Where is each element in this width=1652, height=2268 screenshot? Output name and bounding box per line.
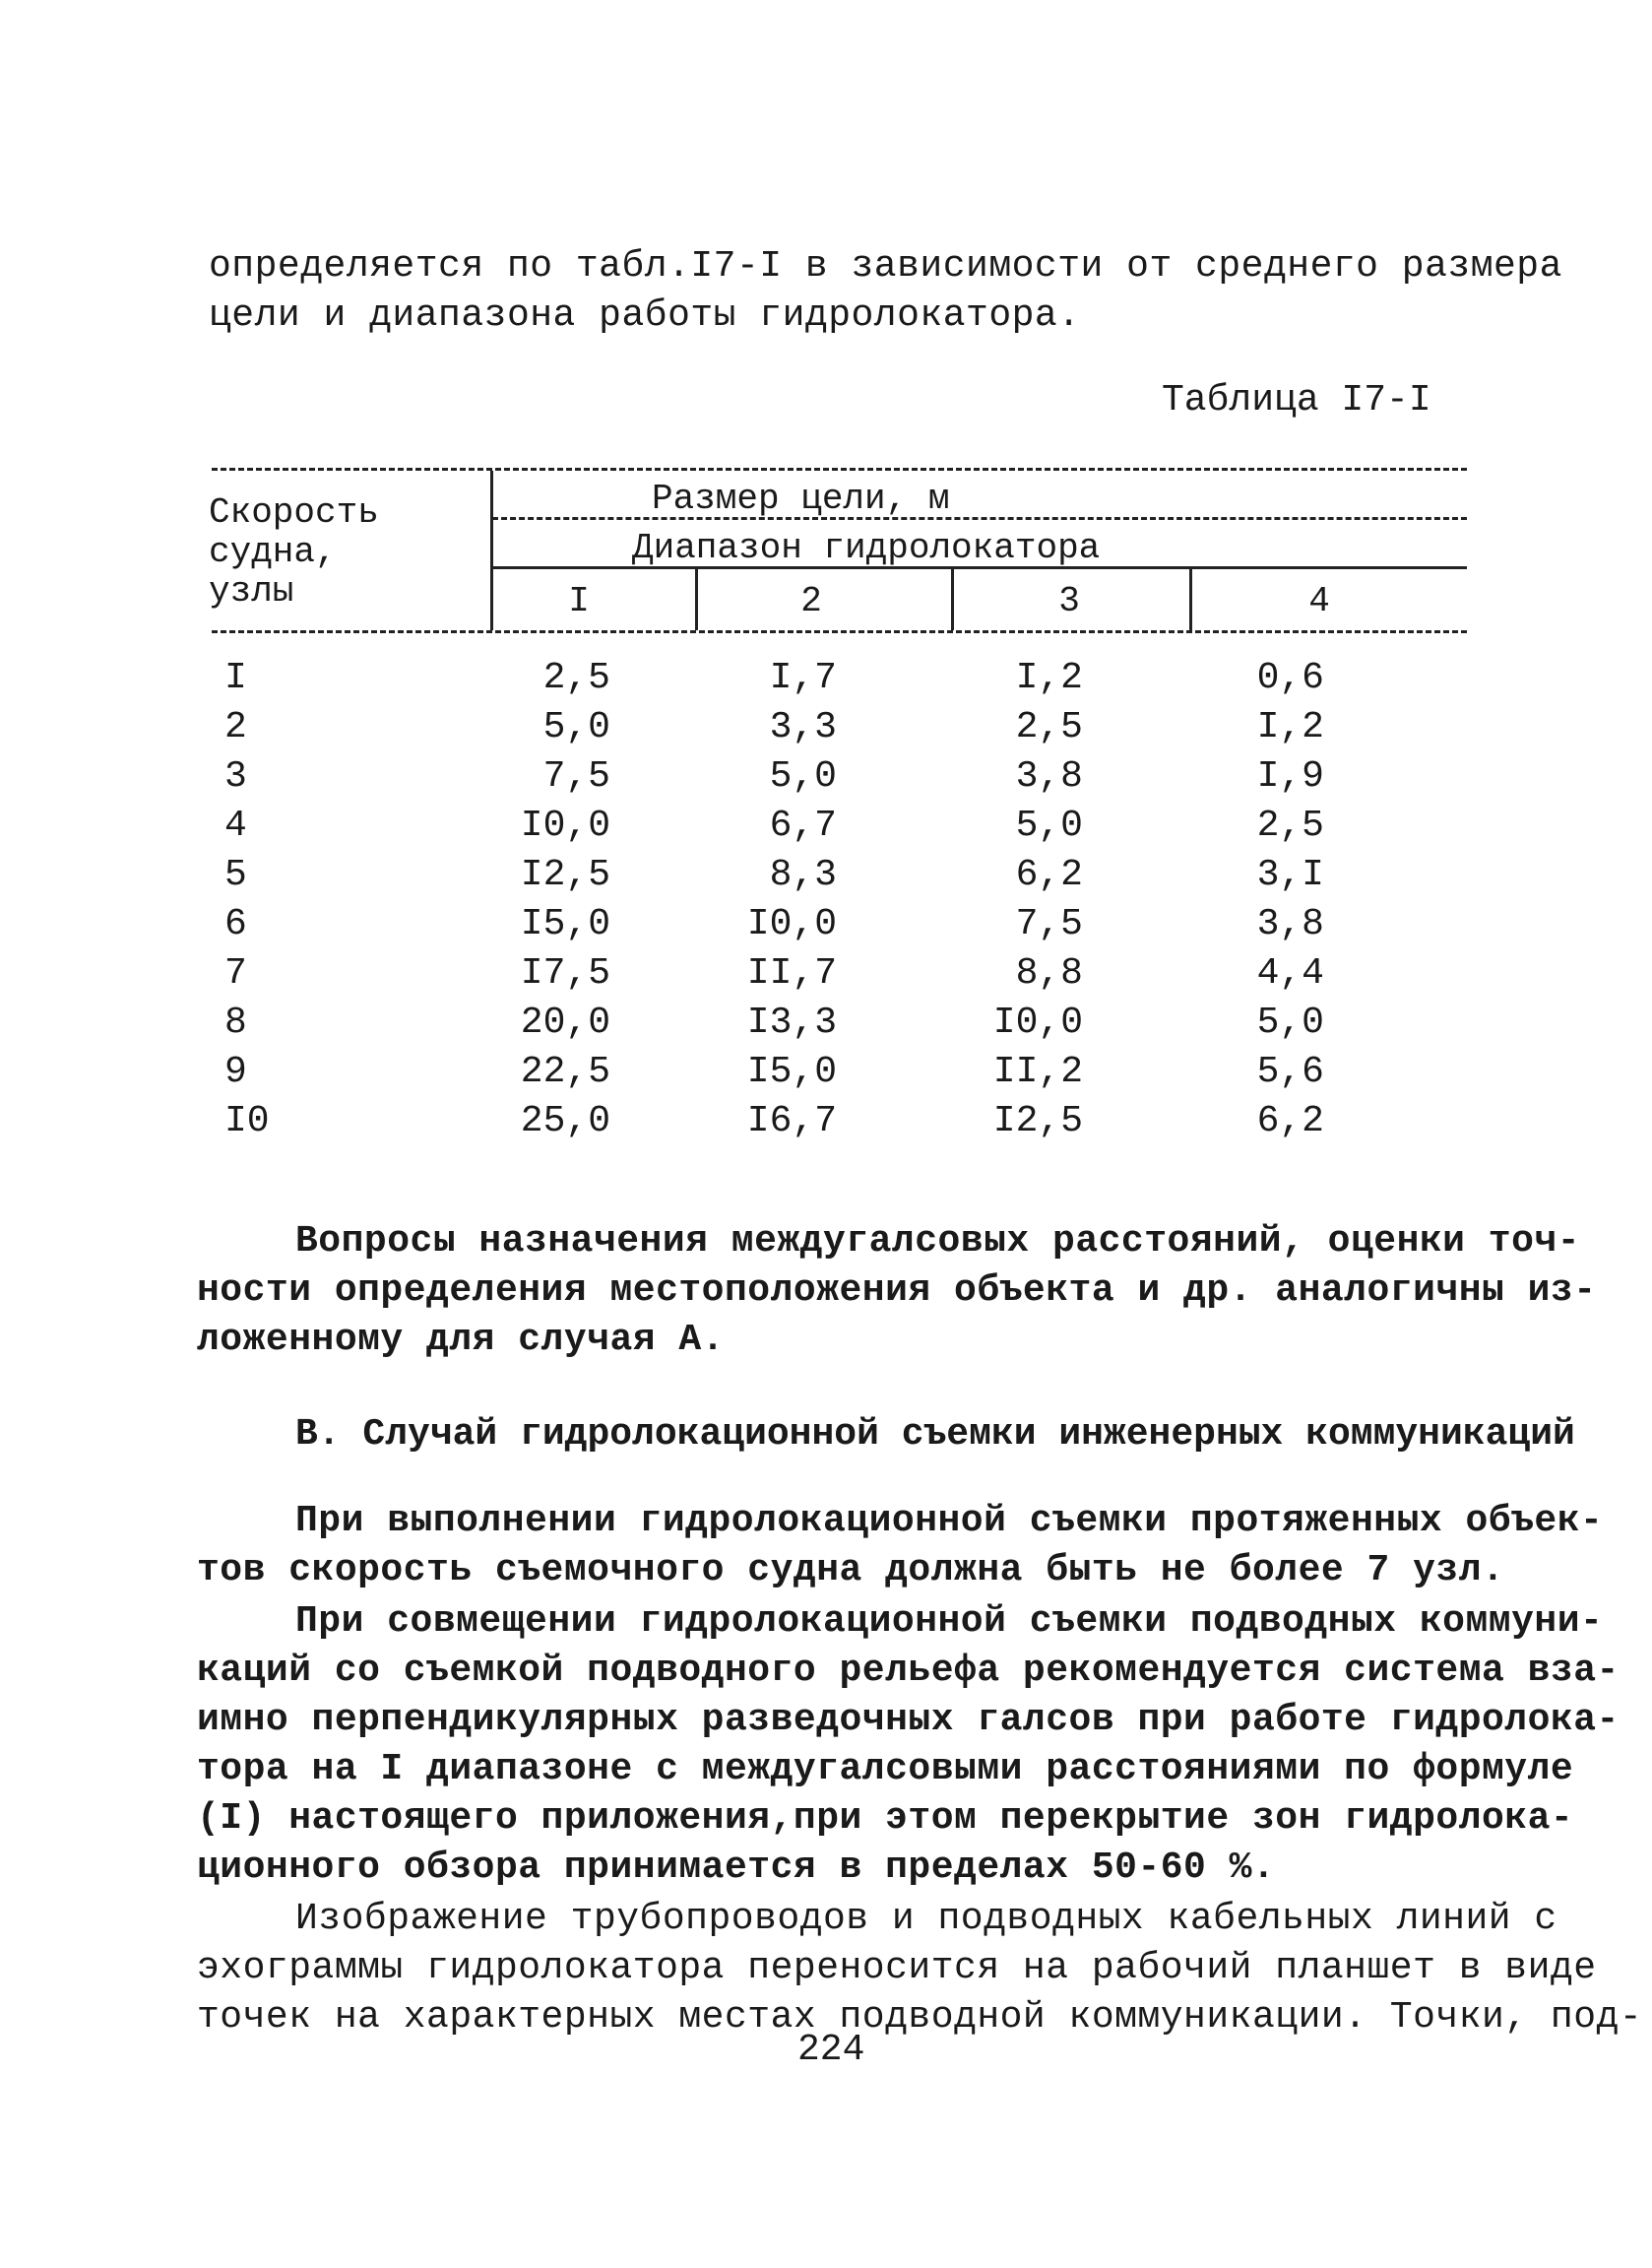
- para-a-line-3: ложенному для случая А.: [197, 1319, 725, 1361]
- value-cell: I5,0: [746, 1051, 837, 1093]
- para-d-line-3: точек на характерных местах подводной коммуникации. Точки, под-: [197, 1996, 1643, 2039]
- column-divider-2: [951, 566, 954, 630]
- row-header-line-1: Скорость: [209, 492, 379, 533]
- value-cell: 3,8: [1256, 903, 1324, 945]
- value-cell: 5,6: [1256, 1051, 1324, 1093]
- page-number: 224: [797, 2029, 865, 2071]
- para-c-line-4: тора на I диапазоне с междугалсовыми расстояниями по формуле: [197, 1748, 1574, 1790]
- para-c-line-3: имно перпендикулярных разведочных галсов при работе гидролока-: [197, 1699, 1620, 1741]
- value-cell: I,7: [769, 657, 837, 699]
- value-cell: 8,3: [769, 854, 837, 896]
- group-header-rule: [492, 517, 1467, 520]
- sub-header: Диапазон гидролокатора: [632, 528, 1101, 568]
- speed-cell: I0: [224, 1100, 270, 1142]
- para-c-line-2: каций со съемкой подводного рельефа рекомендуется система вза-: [197, 1650, 1620, 1692]
- value-cell: I6,7: [746, 1100, 837, 1142]
- table-title: Таблица I7-I: [1162, 379, 1431, 421]
- para-c-line-6: ционного обзора принимается в пределах 50-60 %.: [197, 1847, 1276, 1889]
- speed-cell: 7: [224, 952, 247, 995]
- value-cell: 6,2: [1256, 1100, 1324, 1142]
- column-header-2: 2: [800, 581, 822, 621]
- value-cell: 7,5: [1015, 903, 1083, 945]
- speed-cell: 9: [224, 1051, 247, 1093]
- value-cell: 7,5: [542, 755, 610, 798]
- column-header-3: 3: [1058, 581, 1080, 621]
- para-c-line-5: (I) настоящего приложения,при этом перекрытие зон гидролока-: [197, 1797, 1574, 1840]
- speed-cell: 5: [224, 854, 247, 896]
- para-c-line-1: При совмещении гидролокационной съемки подводных коммуни-: [295, 1600, 1604, 1643]
- value-cell: I,9: [1256, 755, 1324, 798]
- intro-line-1: определяется по табл.I7-I в зависимости от среднего размера: [209, 245, 1562, 288]
- value-cell: II,2: [992, 1051, 1083, 1093]
- value-cell: I0,0: [520, 805, 610, 847]
- value-cell: II,7: [746, 952, 837, 995]
- intro-line-2: цели и диапазона работы гидролокатора.: [209, 294, 1081, 337]
- column-header-4: 4: [1308, 581, 1330, 621]
- para-b-line-2: тов скорость съемочного судна должна быть не более 7 узл.: [197, 1549, 1505, 1591]
- value-cell: 3,3: [769, 706, 837, 748]
- speed-cell: I: [224, 657, 247, 699]
- value-cell: I2,5: [992, 1100, 1083, 1142]
- value-cell: 22,5: [520, 1051, 610, 1093]
- para-b-line-1: При выполнении гидролокационной съемки протяженных объек-: [295, 1500, 1604, 1542]
- group-header: Размер цели, м: [652, 479, 950, 519]
- speed-cell: 4: [224, 805, 247, 847]
- column-divider-1: [695, 566, 698, 630]
- column-divider-3: [1189, 566, 1192, 630]
- header-divider-left: [490, 471, 493, 630]
- value-cell: 5,0: [769, 755, 837, 798]
- value-cell: 20,0: [520, 1002, 610, 1044]
- value-cell: 5,0: [1015, 805, 1083, 847]
- value-cell: 8,8: [1015, 952, 1083, 995]
- value-cell: 5,0: [542, 706, 610, 748]
- speed-cell: 6: [224, 903, 247, 945]
- value-cell: 2,5: [1015, 706, 1083, 748]
- table-header-bottom-rule: [212, 630, 1467, 633]
- value-cell: 6,2: [1015, 854, 1083, 896]
- value-cell: I2,5: [520, 854, 610, 896]
- table-top-rule: [212, 468, 1467, 471]
- value-cell: I5,0: [520, 903, 610, 945]
- para-a-line-1: Вопросы назначения междугалсовых расстояний, оценки точ-: [295, 1220, 1581, 1263]
- para-d-line-1: Изображение трубопроводов и подводных кабельных линий с: [295, 1898, 1557, 1940]
- para-d-line-2: эхограммы гидролокатора переносится на рабочий планшет в виде: [197, 1947, 1597, 1989]
- value-cell: 3,I: [1256, 854, 1324, 896]
- speed-cell: 2: [224, 706, 247, 748]
- value-cell: 5,0: [1256, 1002, 1324, 1044]
- value-cell: 6,7: [769, 805, 837, 847]
- row-header-line-3: узлы: [209, 571, 294, 612]
- value-cell: 2,5: [1256, 805, 1324, 847]
- value-cell: 3,8: [1015, 755, 1083, 798]
- speed-cell: 3: [224, 755, 247, 798]
- speed-cell: 8: [224, 1002, 247, 1044]
- value-cell: I3,3: [746, 1002, 837, 1044]
- value-cell: I,2: [1015, 657, 1083, 699]
- value-cell: I,2: [1256, 706, 1324, 748]
- value-cell: 2,5: [542, 657, 610, 699]
- value-cell: 0,6: [1256, 657, 1324, 699]
- value-cell: I0,0: [992, 1002, 1083, 1044]
- row-header-line-2: судна,: [209, 532, 337, 572]
- column-header-1: I: [568, 581, 590, 621]
- section-title: В. Случай гидролокационной съемки инженерных коммуникаций: [295, 1413, 1575, 1456]
- value-cell: 4,4: [1256, 952, 1324, 995]
- para-a-line-2: ности определения местоположения объекта и др. аналогичны из-: [197, 1269, 1597, 1312]
- value-cell: 25,0: [520, 1100, 610, 1142]
- value-cell: I7,5: [520, 952, 610, 995]
- value-cell: I0,0: [746, 903, 837, 945]
